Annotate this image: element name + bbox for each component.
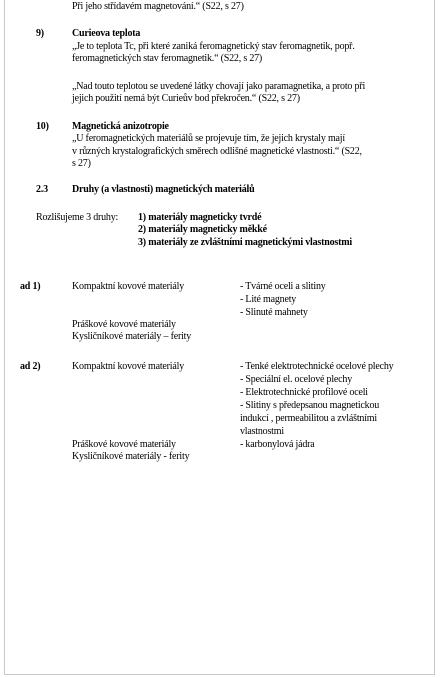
types-lead: Rozlišujeme 3 druhy: [36,212,119,223]
item10-line1: „U feromagnetických materiálů se projevuje tím, že jejich krystaly mají [72,133,345,144]
ad2-right-item: vlastnostmi [240,426,284,437]
ad2-right-item: - Tenké elektrotechnické ocelové plechy [240,361,394,372]
ad1-right-item: - Tvárné oceli a slitiny [240,281,326,292]
section-title: Druhy (a vlastnosti) magnetických materiálů [72,184,255,195]
ad2-right-item: indukcí , permeabilitou a zvláštními [240,413,377,424]
item9-quote1-line2: feromagnetických stav feromagnetik.“ (S22, s 27) [72,53,263,64]
ad2-label: ad 2) [20,361,41,372]
item10-title: Magnetická anizotropie [72,121,169,132]
ad1-left-item: Práškové kovové materiály [72,319,176,330]
ad1-right-item: - Slinuté mahnety [240,307,308,318]
types-item: 3) materiály ze zvláštními magnetickými vlastnostmi [138,237,352,248]
ad2-right-item: - Speciální el. ocelové plechy [240,374,353,385]
item9-quote2-line2: jejich použití nemá být Curieův bod překročen.“ (S22, s 27) [72,93,300,104]
ad1-left-item: Kysličníkové materiály – ferity [72,331,192,342]
ad1-right-item: - Lité magnety [240,294,297,305]
item9-title: Curieova teplota [72,28,141,39]
intro-line: Při jeho střídavém magnetování.“ (S22, s 27) [72,1,244,12]
types-item: 1) materiály magneticky tvrdé [138,212,262,223]
types-item: 2) materiály magneticky měkké [138,224,267,235]
ad2-left-item: Kysličníkové materiály - ferity [72,451,190,462]
ad2-right-item: - karbonylová jádra [240,439,315,450]
item10-line3: s 27) [72,158,91,169]
item9-quote1-line1: „Je to teplota Tc, při které zaniká feromagnetický stav feromagnetik, popř. [72,41,355,52]
ad1-left-item: Kompaktní kovové materiály [72,281,184,292]
ad1-label: ad 1) [20,281,41,292]
ad2-right-item: - Slitiny s předepsanou magnetickou [240,400,380,411]
item10-line2: v různých krystalografických směrech odlišné magnetické vlastnosti.“ (S22, [72,146,362,157]
item9-number: 9) [36,28,44,39]
section-number: 2.3 [36,184,48,195]
ad2-left-item: Práškové kovové materiály [72,439,176,450]
ad2-right-item: - Elektrotechnické profilové oceli [240,387,368,398]
item10-number: 10) [36,121,49,132]
item9-quote2-line1: „Nad touto teplotou se uvedené látky chovají jako paramagnetika, a proto při [72,81,366,92]
ad2-left-item: Kompaktní kovové materiály [72,361,184,372]
